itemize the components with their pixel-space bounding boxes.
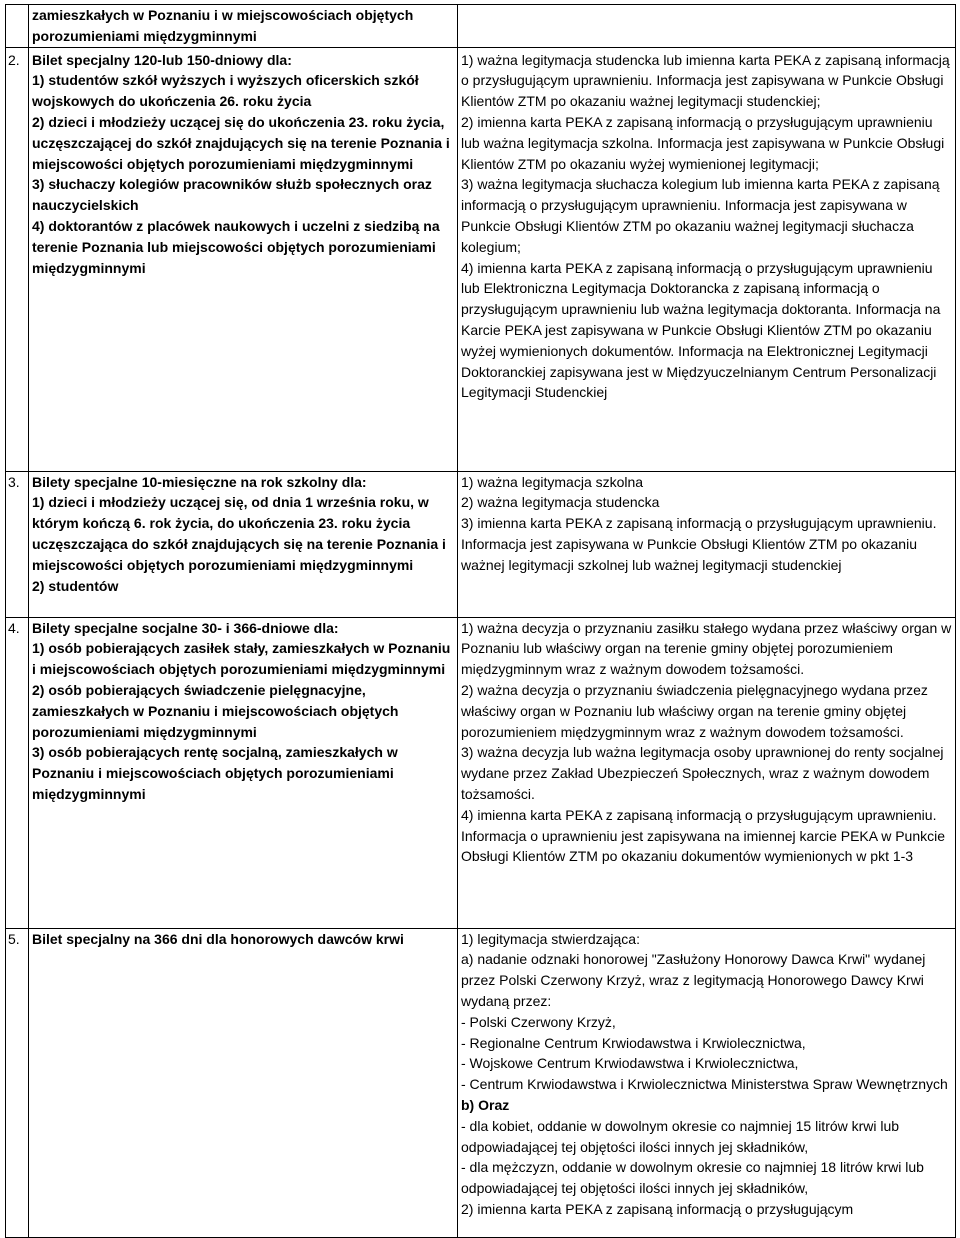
document-line: a) nadanie odznaki honorowej "Zasłużony Honorowy Dawca Krwi" wydanej przez Polski Czerwony Krzyż, wraz z legitymacją Honorowego Dawcy Krwi wydaną przez:	[461, 951, 926, 1009]
document-line: Informacja jest zapisywana w Punkcie Obsługi Klientów ZTM po okazaniu ważnej legitymacji szkolnej lub ważnej legitymacji studenckiej	[461, 535, 917, 573]
ticket-line: 3) słuchaczy kolegiów pracowników służb społecznych oraz nauczycielskich	[32, 176, 432, 214]
table-row	[6, 47, 956, 471]
ticket-line: Bilety specjalne 10-miesięczne na rok szkolny dla:	[32, 473, 367, 490]
ticket-line: 2) studentów	[32, 577, 119, 594]
ticket-type-cell	[29, 47, 458, 471]
ticket-line: Bilet specjalny 120-lub 150-dniowy dla:	[32, 51, 292, 68]
ticket-type-cell	[29, 5, 458, 48]
row-number: 4.	[6, 617, 29, 928]
ticket-line: 1) studentów szkół wyższych i wyższych oficerskich szkół wojskowych do ukończenia 26. roku życia	[32, 72, 419, 110]
document-line: 1) ważna decyzja o przyznaniu zasiłku stałego wydana przez właściwy organ w Poznaniu lub właściwy organ na terenie gminy objętej porozumieniem międzygminnym wraz z ważnym dowodem tożsamości.	[461, 619, 952, 678]
document-line: 3) ważna legitymacja słuchacza kolegium lub imienna karta PEKA z zapisaną informacją o przysługującym uprawnieniu. Informacja jest zapisywana w Punkcie Obsługi Klientów ZTM po okazaniu ważnej legitymacji słuchacza kolegium;	[461, 176, 940, 255]
document-line: 4) imienna karta PEKA z zapisaną informacją o przysługującym uprawnieniu. Informacja o uprawnieniu jest zapisywana na imiennej karcie PEKA w Punkcie Obsługi Klientów ZTM po okazaniu dokumentów wymienionych w pkt 1-3	[461, 806, 946, 865]
ticket-line: 2) dzieci i młodzieży uczącej się do ukończenia 23. roku życia, uczęszczającej do szkół znajdujących się na terenie Poznania i miejscowości objętych porozumieniami międzygminnymi	[32, 113, 450, 172]
row-number: 2.	[6, 47, 29, 471]
document-line: 1) ważna legitymacja szkolna	[461, 473, 644, 490]
document-line: 2) ważna legitymacja studencka	[461, 494, 660, 511]
required-documents-cell	[458, 928, 956, 1237]
row-number	[6, 5, 29, 48]
concessions-table	[5, 4, 956, 1238]
document-line: 2) imienna karta PEKA z zapisaną informacją o przysługującym uprawnieniu lub ważna legitymacja szkolna. Informacja jest zapisywana w Punkcie Obsługi Klientów ZTM po okazaniu wyżej wymienionej legitymacji;	[461, 113, 945, 172]
required-documents-cell	[458, 5, 956, 48]
ticket-type-cell	[29, 617, 458, 928]
ticket-line: Bilety specjalne socjalne 30- i 366-dniowe dla:	[32, 619, 339, 636]
document-line: 3) imienna karta PEKA z zapisaną informacją o przysługującym uprawnieniu.	[461, 515, 937, 532]
document-line: 1) legitymacja stwierdzająca:	[461, 930, 640, 947]
ticket-line: 1) osób pobierających zasiłek stały, zamieszkałych w Poznaniu i miejscowościach objętych porozumieniami międzygminnymi	[32, 640, 451, 678]
table-row	[6, 928, 956, 1237]
document-line: - Centrum Krwiodawstwa i Krwiolecznictwa Ministerstwa Spraw Wewnętrznych	[461, 1076, 948, 1093]
table-row	[6, 617, 956, 928]
document-line: - Polski Czerwony Krzyż,	[461, 1013, 616, 1030]
document-line: 4) imienna karta PEKA z zapisaną informacją o przysługującym uprawnieniu lub Elektroniczna Legitymacja Doktorancka z zapisaną informacją o przysługującym uprawnieniu lub ważna legitymacja doktoranta. Informacja na Karcie PEKA jest zapisywana w Punkcie Obsługi Klientów ZTM po okazaniu wyżej wymienionych dokumentów. Informacja na Elektronicznej Legitymacji Doktoranckiej zapisywana jest w Międzyuczelnianym Centrum Personalizacji Legitymacji Studenckiej	[461, 259, 941, 401]
document-line: 1) ważna legitymacja studencka lub imienna karta PEKA z zapisaną informacją o przysługującym uprawnieniu. Informacja jest zapisywana w Punkcie Obsługi Klientów ZTM po okazaniu ważnej legitymacji studenckiej;	[461, 51, 950, 110]
table-row	[6, 5, 956, 48]
row-number: 3.	[6, 471, 29, 617]
ticket-line: 1) dzieci i młodzieży uczącej się, od dnia 1 września roku, w którym kończą 6. rok życia, do ukończenia 23. roku życia uczęszczająca do szkół znajdujących się na terenie Poznania i miejscowości objętych porozumieniami międzygminnymi	[32, 494, 446, 573]
ticket-line: zamieszkałych w Poznaniu i w miejscowościach objętych porozumieniami międzygminnymi	[32, 7, 414, 44]
ticket-line: 3) osób pobierających rentę socjalną, zamieszkałych w Poznaniu i miejscowościach objętych porozumieniami międzygminnymi	[32, 744, 398, 802]
document-line: 2) ważna decyzja o przyznaniu świadczenia pielęgnacyjnego wydana przez właściwy organ w Poznaniu lub właściwy organ na terenie gminy objętej porozumieniem międzygminnym wraz z ważnym dowodem tożsamości.	[461, 681, 928, 740]
required-documents-cell	[458, 471, 956, 617]
document-line: 2) imienna karta PEKA z zapisaną informacją o przysługującym	[461, 1200, 854, 1217]
table-row	[6, 471, 956, 617]
ticket-line: Bilet specjalny na 366 dni dla honorowych dawców krwi	[32, 930, 404, 947]
document-line: b) Oraz	[461, 1096, 510, 1113]
required-documents-cell	[458, 47, 956, 471]
ticket-line: 4) doktorantów z placówek naukowych i uczelni z siedzibą na terenie Poznania lub miejscowości objętych porozumieniami międzygminnymi	[32, 217, 440, 276]
required-documents-cell	[458, 617, 956, 928]
document-line: 3) ważna decyzja lub ważna legitymacja osoby uprawnionej do renty socjalnej wydane przez Zakład Ubezpieczeń Społecznych, wraz z ważnym dowodem tożsamości.	[461, 744, 944, 802]
document-line: - dla kobiet, oddanie w dowolnym okresie co najmniej 15 litrów krwi lub odpowiadającej tej objętości ilości innych jej składników,	[461, 1117, 900, 1155]
ticket-line: 2) osób pobierających świadczenie pielęgnacyjne, zamieszkałych w Poznaniu i miejscowościach objętych porozumieniami międzygminnymi	[32, 681, 399, 740]
document-line: - Regionalne Centrum Krwiodawstwa i Krwiolecznictwa,	[461, 1034, 806, 1051]
row-number: 5.	[6, 928, 29, 1237]
document-line: - Wojskowe Centrum Krwiodawstwa i Krwiolecznictwa,	[461, 1055, 799, 1072]
ticket-type-cell	[29, 471, 458, 617]
ticket-type-cell	[29, 928, 458, 1237]
document-line: - dla mężczyzn, oddanie w dowolnym okresie co najmniej 18 litrów krwi lub odpowiadającej tej objętości ilości innych jej składników,	[461, 1159, 924, 1197]
